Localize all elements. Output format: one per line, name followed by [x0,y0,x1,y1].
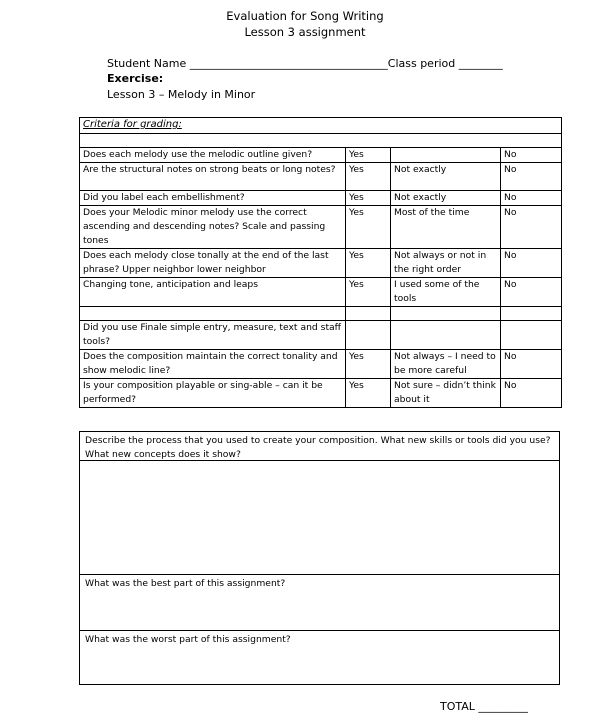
yes-cell[interactable]: Yes [346,148,391,163]
no-cell[interactable]: No [501,148,562,163]
reflection-box [79,431,560,685]
criterion-text [80,307,346,321]
table-row [80,191,562,206]
yes-cell[interactable] [346,307,391,321]
spacer-row [80,134,562,148]
student-name-field[interactable]: ____________________________________ [189,57,388,70]
partial-cell[interactable]: Not always – I need to be more careful [391,350,501,379]
no-cell[interactable]: No [501,350,562,379]
no-cell[interactable]: No [501,379,562,408]
yes-cell[interactable]: Yes [346,379,391,408]
table-row [80,249,562,278]
describe-prompt: Describe the process that you used to create your composition. What new skills or tools did you use? What new concepts does it show? [80,432,559,461]
partial-cell[interactable]: Not exactly [391,191,501,206]
class-period-label: Class period [387,57,456,70]
yes-cell[interactable]: Yes [346,206,391,249]
partial-cell[interactable] [391,321,501,350]
criteria-heading: Criteria for grading: [80,118,562,134]
worst-part-prompt: What was the worst part of this assignment? [85,634,291,645]
partial-cell[interactable] [391,148,501,163]
worst-part-section[interactable] [80,631,559,685]
yes-cell[interactable]: Yes [346,191,391,206]
criterion-text: Does the composition maintain the correct tonality and show melodic line? [80,350,346,379]
criterion-text: Did you use Finale simple entry, measure, text and staff tools? [80,321,346,350]
total-line [440,700,528,714]
partial-cell[interactable]: I used some of the tools [391,278,501,307]
best-part-section[interactable] [80,575,559,631]
yes-cell[interactable]: Yes [346,278,391,307]
criterion-text: Does your Melodic minor melody use the correct ascending and descending notes? Scale and passing tones [80,206,346,249]
partial-cell[interactable]: Not exactly [391,163,501,191]
student-info-line [107,57,547,71]
best-part-prompt: What was the best part of this assignment? [85,578,286,589]
criteria-heading-row [80,118,562,134]
criteria-table [79,117,562,408]
criterion-text: Changing tone, anticipation and leaps [80,278,346,307]
table-row [80,307,562,321]
exercise-label: Exercise: [107,72,164,85]
class-period-field[interactable]: ________ [458,57,503,70]
yes-cell[interactable]: Yes [346,163,391,191]
partial-cell[interactable]: Not sure – didn’t think about it [391,379,501,408]
yes-cell[interactable]: Yes [346,249,391,278]
no-cell[interactable]: No [501,191,562,206]
no-cell[interactable]: No [501,163,562,191]
describe-answer-area[interactable] [80,461,559,575]
yes-cell[interactable] [346,321,391,350]
table-row [80,350,562,379]
criterion-text: Are the structural notes on strong beats or long notes? [80,163,346,191]
page-title: Evaluation for Song Writing [226,9,384,23]
table-row [80,321,562,350]
criterion-text: Does each melody use the melodic outline given? [80,148,346,163]
criterion-text: Did you label each embellishment? [80,191,346,206]
total-label: TOTAL [440,700,475,713]
student-name-label: Student Name [107,57,187,70]
criterion-text: Is your composition playable or sing-able – can it be performed? [80,379,346,408]
page-subtitle: Lesson 3 assignment [244,25,366,39]
no-cell[interactable]: No [501,249,562,278]
table-row [80,148,562,163]
no-cell[interactable]: No [501,278,562,307]
table-row [80,206,562,249]
yes-cell[interactable]: Yes [346,350,391,379]
partial-cell[interactable]: Not always or not in the right order [391,249,501,278]
no-cell[interactable] [501,321,562,350]
partial-cell[interactable]: Most of the time [391,206,501,249]
table-row [80,278,562,307]
criterion-text: Does each melody close tonally at the end of the last phrase? Upper neighbor lower neighbor [80,249,346,278]
table-row [80,379,562,408]
total-field[interactable]: _________ [478,700,528,713]
no-cell[interactable]: No [501,206,562,249]
no-cell[interactable] [501,307,562,321]
table-row [80,163,562,191]
lesson-label: Lesson 3 – Melody in Minor [107,88,256,101]
partial-cell[interactable] [391,307,501,321]
